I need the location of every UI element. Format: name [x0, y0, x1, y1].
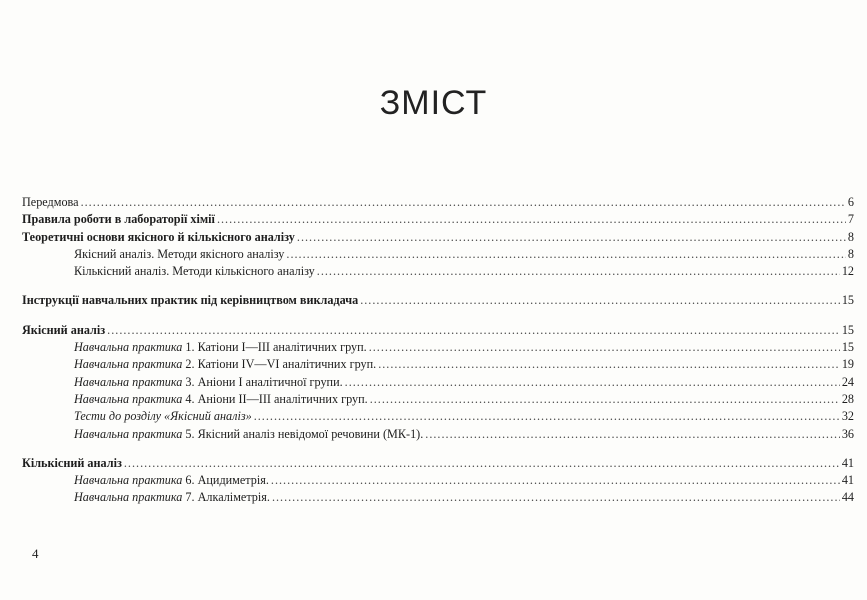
toc-entry-text: Теоретичні основи якісного й кількісного аналізу [22, 229, 295, 244]
toc-page-number: 41 [841, 455, 854, 470]
toc-row [22, 229, 854, 246]
page-number: 4 [32, 546, 39, 561]
toc-page-number: 7 [847, 212, 854, 227]
toc-entry-text: Кількісний аналіз. Методи кількісного аналізу [74, 264, 315, 279]
toc-row [22, 322, 854, 339]
toc-page-number: 15 [841, 340, 854, 355]
leader-dots [81, 194, 846, 211]
toc-row [22, 211, 854, 228]
toc-entry-rest: 5. Якісний аналіз невідомої речовини (МК-1). [182, 426, 424, 441]
leader-dots [254, 408, 840, 425]
toc-entry-italic: Навчальна практика [74, 391, 183, 406]
toc-page-number: 8 [847, 229, 854, 244]
toc-entry-text [74, 391, 368, 408]
leader-dots [272, 489, 840, 506]
toc-entry-rest: 4. Аніони II—III аналітичних груп. [182, 391, 368, 406]
toc-row [22, 472, 854, 489]
toc-entry-rest: 3. Аніони I аналітичної групи. [182, 374, 343, 389]
toc-page-number: 6 [847, 195, 854, 209]
toc-entry-text [74, 426, 423, 443]
toc-entry-text: Правила роботи в лабораторії хімії [22, 212, 215, 227]
leader-dots [360, 292, 840, 309]
toc-row [22, 356, 854, 373]
toc-row [22, 246, 854, 263]
leader-dots [124, 455, 840, 472]
toc-page-number: 8 [847, 246, 854, 261]
section-gap [22, 280, 854, 292]
toc-entry-text [74, 356, 376, 373]
toc-entry-italic: Навчальна практика [74, 340, 183, 355]
toc-entry-rest: 1. Катіони I—III аналітичних груп. [182, 340, 367, 355]
toc-row [22, 292, 854, 309]
toc-entry-text: Інструкції навчальних практик під керівництвом викладача [22, 293, 359, 308]
leader-dots [107, 322, 840, 339]
leader-dots [378, 356, 840, 373]
toc-entry-rest: 7. Алкаліметрія. [182, 490, 270, 505]
toc-entry-text [74, 408, 252, 425]
leader-dots [217, 211, 846, 228]
section-gap [22, 443, 854, 455]
toc-entry-italic: Навчальна практика [74, 473, 183, 488]
toc-page-number: 41 [841, 473, 854, 488]
toc-entry-text: Якісний аналіз. Методи якісного аналізу [74, 246, 285, 261]
toc-entry-rest: 2. Катіони IV—VI аналітичних груп. [182, 357, 377, 372]
toc-page-number: 36 [841, 426, 854, 441]
toc-page-number: 12 [841, 264, 854, 279]
toc-row [22, 489, 854, 506]
toc-page-number: 32 [841, 409, 854, 424]
toc-entry-italic: Навчальна практика [74, 374, 183, 389]
toc-page-number: 24 [841, 374, 854, 389]
toc-row [22, 374, 854, 391]
toc-row [22, 455, 854, 472]
toc-entry-italic: Тести до розділу «Якісний аналіз» [74, 409, 252, 424]
toc-page-number: 44 [841, 490, 854, 505]
toc-entry-italic: Навчальна практика [74, 357, 183, 372]
toc-row [22, 391, 854, 408]
toc-entry-rest: 6. Ацидиметрія. [182, 473, 269, 488]
toc-row [22, 339, 854, 356]
table-of-contents [22, 194, 854, 507]
leader-dots [369, 339, 840, 356]
toc-entry-text [74, 472, 269, 489]
leader-dots [345, 374, 840, 391]
toc-page-number: 15 [841, 322, 854, 337]
toc-row [22, 263, 854, 280]
toc-entry-text: Кількісний аналіз [22, 455, 122, 470]
toc-row [22, 194, 854, 211]
page-title: ЗМІСТ [379, 84, 488, 122]
leader-dots [286, 246, 846, 263]
leader-dots [370, 391, 840, 408]
toc-entry-text [74, 339, 367, 356]
section-gap [22, 310, 854, 322]
leader-dots [425, 426, 840, 443]
leader-dots [271, 472, 840, 489]
toc-page-number: 19 [841, 357, 854, 372]
toc-entry-text: Якісний аналіз [22, 322, 106, 337]
toc-row [22, 426, 854, 443]
toc-entry-text [74, 374, 343, 391]
toc-page-number: 28 [841, 391, 854, 406]
toc-entry-italic: Навчальна практика [74, 490, 183, 505]
toc-page-number: 15 [841, 293, 854, 308]
leader-dots [297, 229, 846, 246]
toc-entry-text [74, 489, 270, 506]
toc-row [22, 408, 854, 425]
leader-dots [317, 263, 840, 280]
toc-entry-text: Передмова [22, 195, 79, 209]
toc-entry-italic: Навчальна практика [74, 426, 183, 441]
